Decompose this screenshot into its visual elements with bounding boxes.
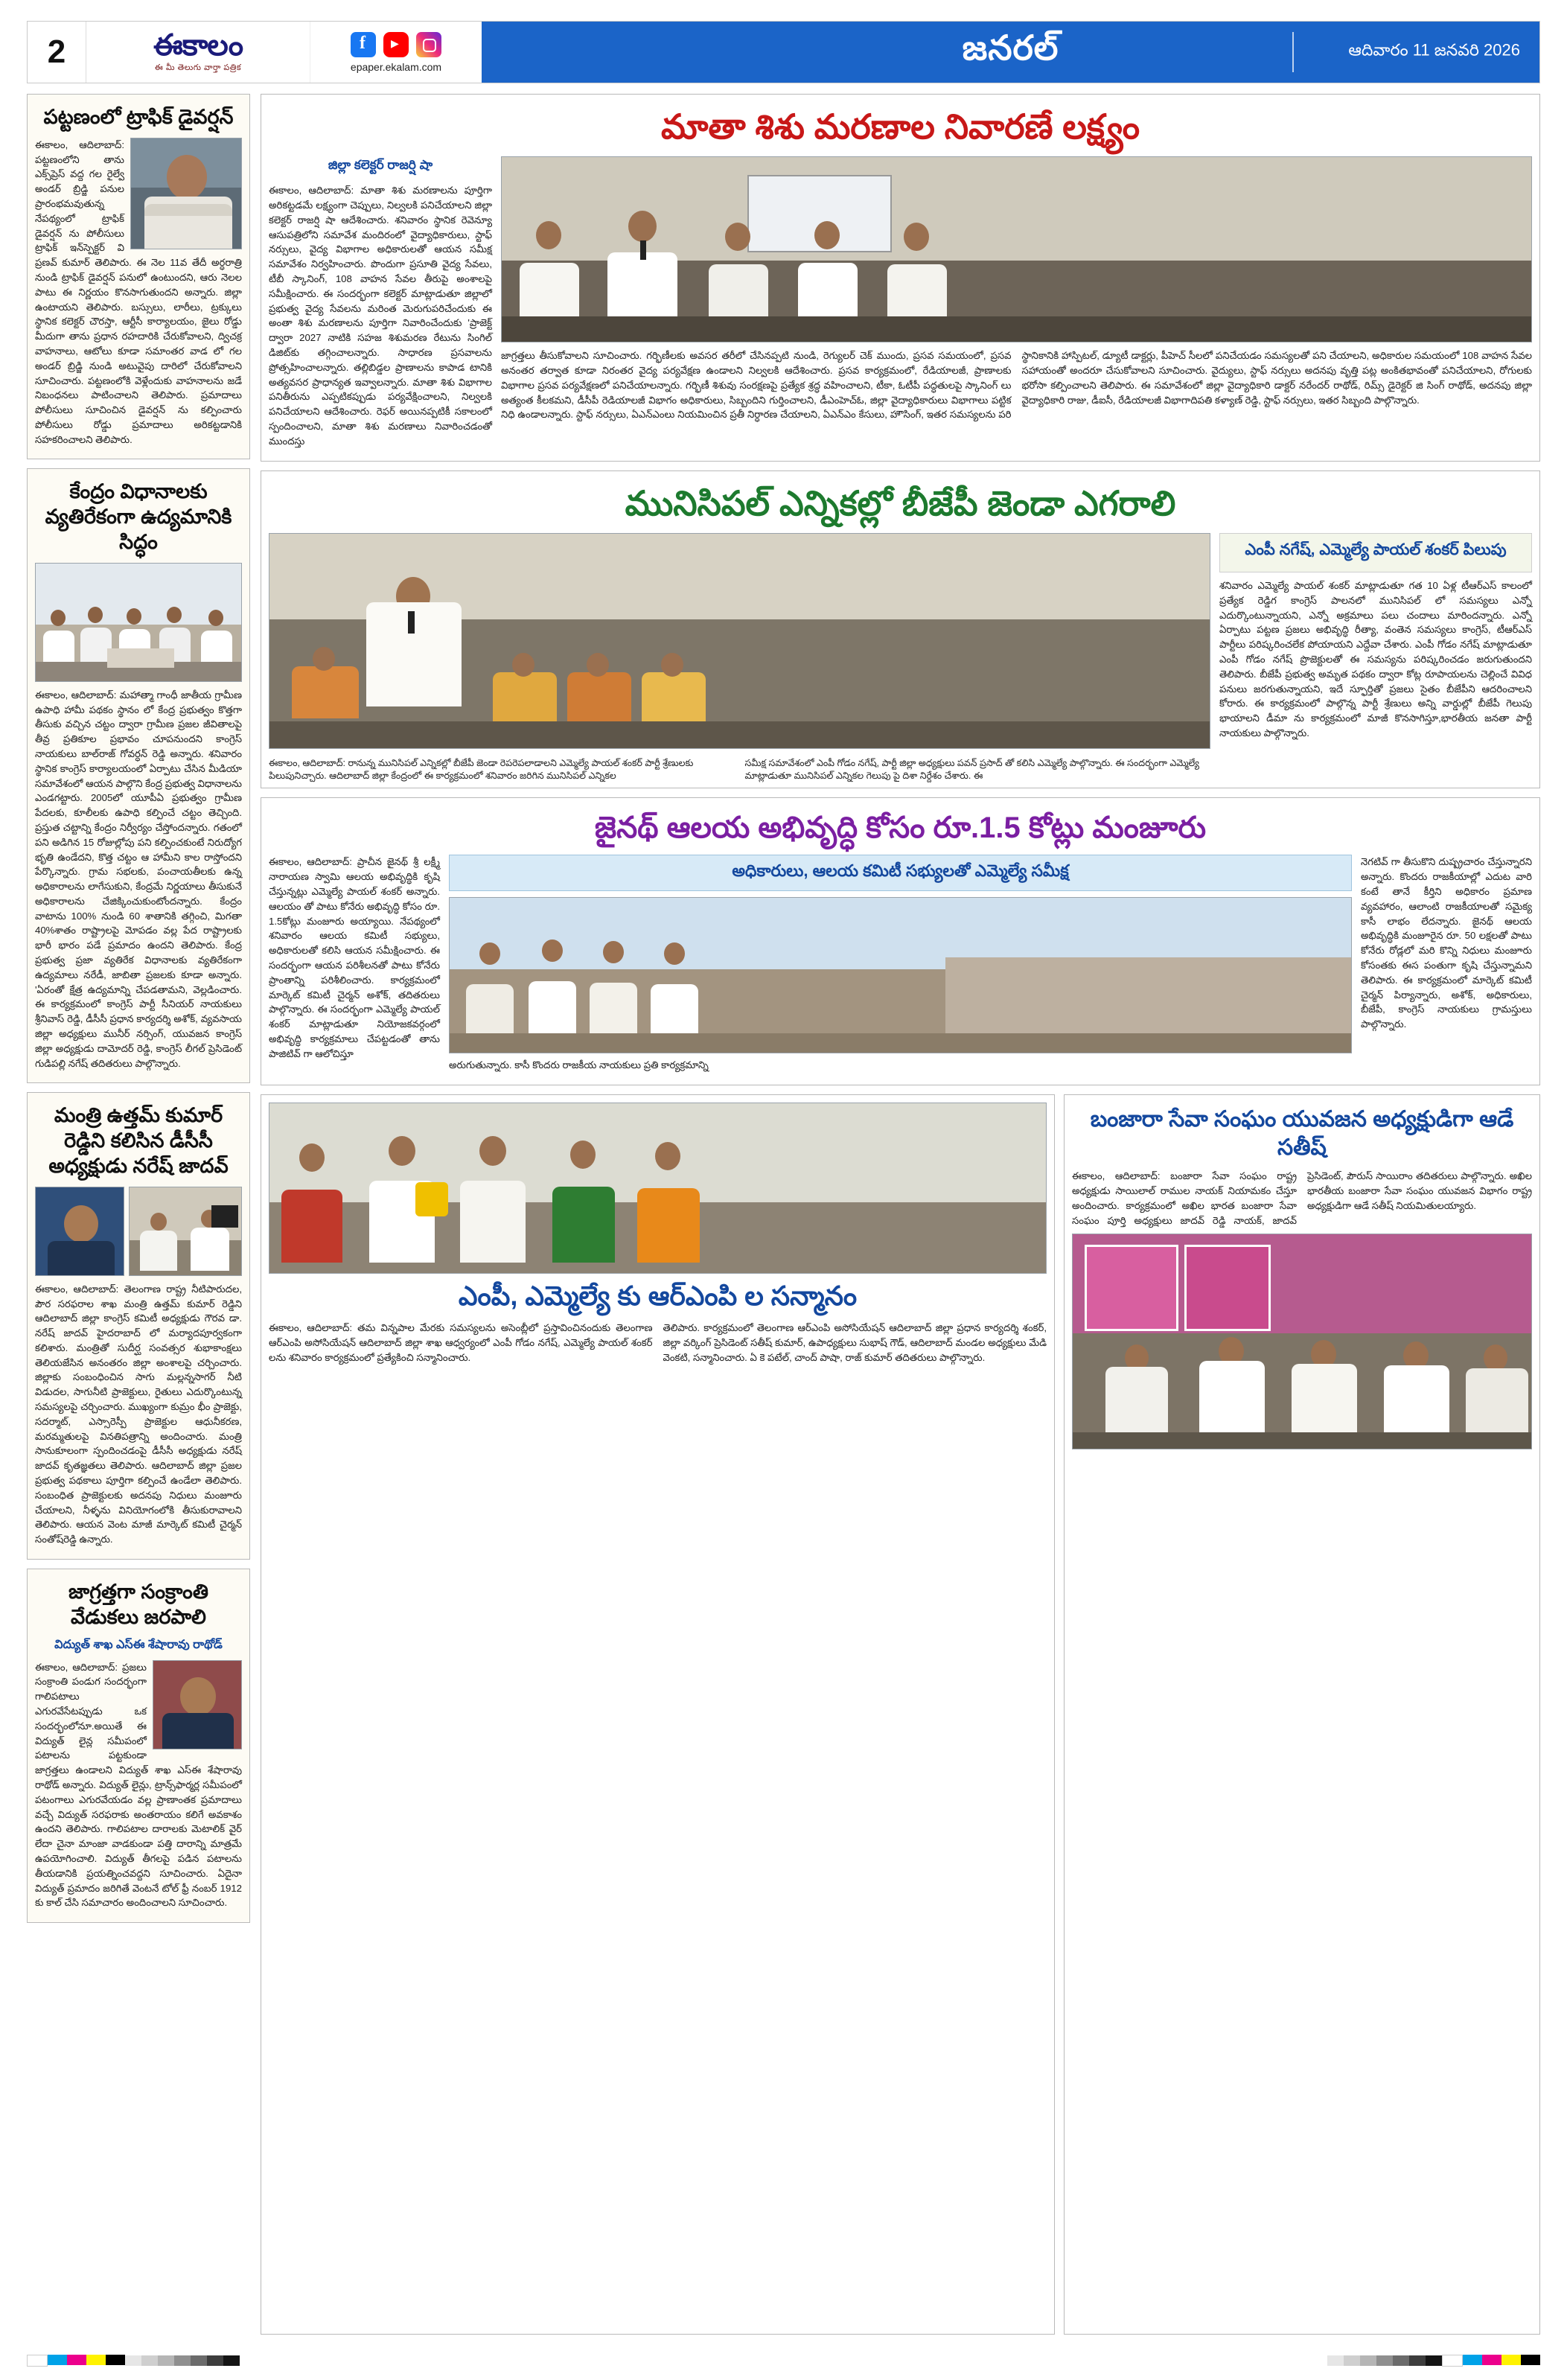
- article-sankranti: [27, 1569, 250, 1923]
- article-banjara: [1064, 1094, 1540, 2335]
- article-minister-meeting: [27, 1092, 250, 1560]
- article-photo-portrait: [35, 1187, 124, 1276]
- article-photo-honour: [269, 1103, 1047, 1274]
- brand-tagline: ఈ మీ తెలుగు వార్తా పత్రిక: [154, 63, 242, 72]
- article-body-col1: ఈకాలం, ఆదిలాబాద్: తమ విన్నపాల మేరకు సమస్యలను అసెంబ్లీలో ప్రస్తావించినందుకు తెలంగాణ ఆర్ఎంపి అసోసియేషన్ ఆదిలాబాద్ జిల్లా శాఖ ఆధ్వర్యంలో ఎంపీ గోడం నగేష్, ఎమ్మెల్యే పాయల్ శంకర్ లను శనివారం కార్యక్రమంలో ప్రత్యేకించి సన్మానించారు.: [269, 1322, 653, 1364]
- article-body: ఈకాలం, ఆదిలాబాద్: బంజారా సేవా సంఘం రాష్ట్ర అధ్యక్షుడు సాయిలాల్ రాముల నాయక్ నియామకం చేస్తూ అందించారు. కార్యక్రమంలో అఖిల భారత బంజారా సేవా సంఘం పూర్తి అధ్యక్షులు జాదవ్ రెడ్డి నాయక్, జాదవ్ ప్రెసిడెంట్, పౌరుస్ సాయిరాం తదితరులు పాల్గొన్నారు. అఖిల భారతీయ బంజారా సేవా సంఘం యువజన విభాగం రాష్ట్ర అధ్యక్షుడిగా ఆడే సతీష్ నియమితులయ్యారు.: [1072, 1170, 1532, 1226]
- side-note-title: ఎంపీ నగేష్, ఎమ్మెల్యే పాయల్ శంకర్ పిలుపు: [1245, 540, 1507, 558]
- article-headline: బంజారా సేవా సంఘం యువజన అధ్యక్షుడిగా ఆడే సతీష్: [1090, 1107, 1514, 1160]
- newspaper-logo: [86, 22, 310, 83]
- article-byline: జిల్లా కలెక్టర్ రాజర్షి షా: [328, 158, 433, 173]
- article-body-col2: తెలిపారు. కార్యక్రమంలో తెలంగాణ ఆర్ఎంపి అసోసియేషన్ ఆదిలాబాద్ జిల్లా ప్రధాన కార్యదర్శి శంకర్, జిల్లా వర్కింగ్ ప్రెసిడెంట్ సతీష్ కుమార్, ఉపాధ్యక్షులు సుభాష్ గౌడ్, ఆదిలాబాద్ మండల అధ్యక్షులు మేడి వెంకటి, సన్మానించారు. ఏ కె పటేల్, చాంద్ పాషా, రాజ్ కుమార్ తదితరులు పాల్గొన్నారు.: [663, 1322, 1047, 1364]
- page-number: 2: [28, 22, 86, 83]
- article-headline: మంత్రి ఉత్తమ్ కుమార్ రెడ్డిని కలిసిన డీసీసీ అధ్యక్షుడు నరేష్ జాదవ్: [48, 1104, 229, 1177]
- epaper-url[interactable]: epaper.ekalam.com: [350, 60, 442, 73]
- article-photo-press-meet: [35, 563, 242, 682]
- article-body-col1: ఈకాలం, ఆదిలాబాద్: మాతా శిశు మరణాలను పూర్తిగా అరికట్టడమే లక్ష్యంగా చెప్పులు, నిల్వలకి పనిచేయాలని జిల్లా కలెక్టర్ రాజర్షి షా ఆదేశించారు. శనివారం స్థానిక రెవెన్యూ ఆసుపత్రిలోని సమావేశ మందిరంలో వైద్యాధికారులు, స్టాఫ్ నర్సులు, వైద్య విభాగాల అధికారులతో ఆయన సమీక్ష సమావేశం నిర్వహించారు. పొందుగా ప్రసూతి వైద్య సేవలు, టీబీ స్కానింగ్, 108 వాహన సేవల తీరుపై అంశాలపై సమీక్షించారు. ఈ సందర్భంగా కలెక్టర్ మాట్లాడుతూ జిల్లాలో ప్రభుత్వ వైద్య సేవలను మరింత మెరుగుపరిచేందుకు ఈ అంతా శిశు మరణాలను పూర్తిగా నివారించేందుకు 'ప్రాజెక్ట్ ద్వారా 2027 నాటికి సహజ శిశుమరణ రేటును సింగిల్ డిజిట్‌కు తగ్గించాలన్నారు. సాధారణ ప్రసవాలను ప్రోత్సహించాలన్నారు. తల్లిబిడ్డల ప్రాణాలను కాపాడ టానికి అత్యవసర ప్రాధాన్యత ఇవ్వాలన్నారు. మాతా శిశు విభాగాల పనితీరును ఎప్పటికప్పుడు పర్యవేక్షించాలని, నిల్వలకి పనిచేయాలని ఆదేశించారు. రెఫర్ అయినప్పటికీ సకాలంలో స్పందించాలని, మాతా శిశు మరణాలు నివారించడంతో ముందస్తు: [269, 185, 492, 447]
- masthead: [27, 21, 1540, 83]
- color-bars-right: [1442, 2355, 1540, 2367]
- article-traffic-diversion: [27, 94, 250, 459]
- page-content: [27, 94, 1540, 2335]
- color-bars-left: [27, 2355, 125, 2367]
- social-links: [310, 22, 482, 83]
- article-body-col1: ఈకాలం, ఆదిలాబాద్: ప్రాచీన జైనథ్ శ్రీ లక్ష్మీ నారాయణ స్వామి ఆలయ అభివృద్ధికి కృషి చేస్తున్నట్లు ఎమ్మెల్యే పాయల్ శంకర్ అన్నారు. ఆలయం తో పాటు కోనేరు అభివృద్ధి కోసం రూ. 1.5కోట్లు మంజూరు అయ్యాయి. నేపథ్యంలో శనివారం ఆలయ కమిటీ సభ్యులు, అధికారులతో కలిసి ఆయన సమీక్షించారు. ఈ సందర్భంగా ఆయన పరిశీలనతో పాటు కోనేరు ప్రాంతాన్ని పరిశీలించారు. కార్యక్రమంలో మార్కెట్ కమిటీ చైర్మన్ అశోక్, తదితరులు పాల్గొన్నారు. ఈ సందర్భంగా ఎమ్మెల్యే పాయల్ శంకర్ మాట్లాడుతూ నియోజకవర్గంలో అభివృద్ధి కార్యక్రమాలు చేపట్టడంతో తాను పాజిటివ్ గా ఆలోచిస్తూ: [269, 856, 440, 1059]
- article-headline: పట్టణంలో ట్రాఫిక్ డైవర్షన్: [43, 106, 234, 128]
- municipal-side-note: [1219, 533, 1532, 572]
- article-photo-portrait-se: [153, 1660, 242, 1749]
- masthead-divider: [1292, 32, 1294, 72]
- gradient-bars-right: [1327, 2355, 1442, 2366]
- article-body: ఈకాలం, ఆదిలాబాద్: తెలంగాణ రాష్ట్ర నీటిపారుదల, పౌర సరఫరాల శాఖ మంత్రి ఉత్తమ్ కుమార్ రెడ్డిని ఆదిలాబాద్ జిల్లా కాంగ్రెస్ కమిటీ అధ్యక్షుడు గౌరవ డా. నరేష్ జాదవ్ హైదరాబాద్ లో మర్యాదపూర్వకంగా కలిశారు. మంత్రితో సుదీర్ఘ సంవత్సర శుభాకాంక్షలు తెలియజేసిన అనంతరం జిల్లా అంశాలపై చర్చించారు. జిల్లాకు సంబంధించిన సాగు మల్లన్నసాగర్ నీటి విడుదల, సాగునీటి ప్రాజెక్టులు, రైతులు ఎదుర్కొంటున్న సమస్యలపై చర్చించారు. ముఖ్యంగా కుమ్రం భీం ప్రాజెక్టు, సదర్మాట్, ఎస్సారెస్పీ ప్రాజెక్టుల ఆధునీకరణ, మరమ్మతులపై వినతిపత్రాన్ని అందించారు. మంత్రి సానుకూలంగా స్పందించడంపై డీసీసీ అధ్యక్షుడు నరేష్ జాదవ్ కృతజ్ఞతలు తెలిపారు. ఆదిలాబాద్ జిల్లా ప్రజల ప్రభుత్వ పథకాలు పూర్తిగా కల్పించే ఉండేలా తెలిపారు. సంబంధిత ప్రాజెక్టులకు అదనపు నిధులు మంజూరు చేయాలని, నీళ్ళను వినియోగంలోకి తీసుకురావాలని తెలిపారు. ఆయన వెంట మాజీ మార్కెట్ కమిటీ చైర్మన్ సంతోష్‌రెడ్డి ఉన్నారు.: [35, 1283, 242, 1545]
- article-mp-mla-honour: [261, 1094, 1055, 2335]
- photo-caption: ఈకాలం, ఆదిలాబాద్: రానున్న మునిసిపల్ ఎన్నికల్లో బీజేపీ జెండా రెపరెపలాడాలని ఎమ్మెల్యే పాయల్ శంకర్ పార్టీ శ్రేణులకు పిలుపునిచ్చారు. ఆదిలాబాద్ జిల్లా కేంద్రంలో ఈ కార్యక్రమంలో శనివారం జరిగిన మునిసిపల్ ఎన్నికల: [269, 757, 694, 781]
- article-body: ఈకాలం, ఆదిలాబాద్: మహాత్మా గాంధీ జాతీయ గ్రామీణ ఉపాధి హామీ పథకం స్థానం లో కేంద్ర ప్రభుత్వం కొత్తగా తీసుకు వచ్చిన చట్టం ద్వారా గ్రామీణ ప్రజల జీవితాలపై తీవ్ర ప్రతికూల ప్రభావం చూపనుందని కాంగ్రెస్ నాయకులు బాల్‌రాజ్ గోవర్ధన్ రెడ్డి అన్నారు. శనివారం స్థానిక కాంగ్రెస్ కార్యాలయంలో ఏర్పాటు చేసిన మీడియా సమావేశంలో ఆయన పాల్గొని కేంద్ర ప్రభుత్వ విధానాలను ఎండగట్టారు. 2005లో యూపీఏ ప్రభుత్వం గ్రామీణ పేదలకు, కూలీలకు ఉపాధి కల్పించే చట్టం తెచ్చింది. ప్రస్తుత చట్టాన్ని కేంద్రం నిర్వీర్యం చేస్తోందన్నారు. గతంలో పని అడిగిన 15 రోజుల్లోపు పని కల్పించకుంటే నిరుద్యోగ భృతి ఉండేదని, కొత్త చట్టం ఆ హామీని కాల రాస్తోందని పేర్కొన్నారు. గ్రామ సభలకు, పంచాయతీలకు ఉన్న అధికారాలను లాగేసుకుని, కేంద్రమే నిర్ణయాలు తీసుకునే అధికారాలను చేజిక్కించుకుంటోందన్నారు. కేంద్రం వాటాను 100% నుండి 60 శాతానికి తగ్గించి, మిగతా 40%శాతం రాష్ట్రాలపై మోపడం వల్ల పేద రాష్ట్రాలకు భారీ భారం పడే ప్రమాదం ఉందని తెలిపారు. కేంద్ర ప్రభుత్వ ప్రజా వ్యతిరేక విధానాలకు వ్యతిరేకంగా ఉద్యమాలు నరేడీ, జాబితా ప్రజలకు కూడా అన్నారు. 'ఏరంతో క్షేత్ర ఉద్యమాన్ని చేపడతామని, వెల్లడించారు. ఈ కార్యక్రమంలో కాంగ్రెస్ పార్టీ సీనియర్ నాయకులు శ్రీనివాస్ రెడ్డి, డీసీసీ ప్రధాన కార్యదర్శి అశోక్, వ్యవసాయ జిల్లా అధ్యక్షులు మునీర్ నర్సింగ్, యువజన కాంగ్రెస్ జిల్లా అధ్యక్షుడు దామోదర్ రెడ్డి, కాంగ్రెస్ లీగల్ ప్రెసిడెంట్ గుడిపల్లి నగేష్ తదితరులు పాల్గొన్నారు.: [35, 689, 242, 1069]
- article-photo-temple-visit: [449, 897, 1352, 1053]
- article-byline: విద్యుత్ శాఖ ఎస్ఈ శేషారావు రాథోడ్: [54, 1638, 223, 1651]
- right-column: [261, 94, 1540, 2335]
- edition-date: ఆదివారం 11 జనవరి 2026: [1348, 40, 1520, 60]
- article-headline: మునిసిపల్ ఎన్నికల్లో బీజేపీ జెండా ఎగరాలి: [625, 483, 1176, 523]
- article-headline: ఎంపీ, ఎమ్మెల్యే కు ఆర్ఎంపి ల సన్మానం: [458, 1280, 858, 1312]
- photo-caption-2: సమీక్ష సమావేశంలో ఎంపీ గోడం నగేష్, పార్టీ జిల్లా అధ్యక్షులు పవన్ ప్రసాద్ తో కలిసి ఎమ్మెల్యే పాల్గొన్నారు. ఈ సందర్భంగా ఎమ్మెల్యే మాట్లాడుతూ మునిసిపల్ ఎన్నికల గెలుపు పై దిశా నిర్దేశం చేశారు. ఈ: [744, 757, 1200, 781]
- article-headline: మాతా శిశు మరణాల నివారణే లక్ష్యం: [660, 107, 1140, 146]
- facebook-icon[interactable]: [351, 32, 376, 57]
- color-registration-bars: [27, 2355, 1540, 2367]
- article-photo-meeting: [129, 1187, 242, 1276]
- article-photo-collector-meeting: [501, 156, 1532, 342]
- article-headline: జైనథ్ ఆలయ అభివృద్ధి కోసం రూ.1.5 కోట్లు మంజూరు: [594, 811, 1207, 845]
- article-photo-traffic: [130, 138, 242, 249]
- article-mother-child: [261, 94, 1540, 462]
- article-body: ఈకాలం, ఆదిలాబాద్: పట్టణంలోని తాను ఎక్స్‌ప్రెస్ వద్ద గల రైల్వే అండర్ బ్రిడ్జి పనుల ప్రారంభమవుతున్న నేపథ్యంలో ట్రాఫిక్ డైవర్షన్ ను పోలీసులు ట్రాఫిక్ ఇన్‌స్పెక్టర్ వి ప్రణవ్ కుమార్ తెలిపారు. ఈ నెల 11వ తేదీ అర్ధరాత్రి నుండి ట్రాఫిక్ డైవర్షన్ పనులో ఉంటుందని, ఆరు నెలల పాటు ఈ నిర్ణయం కొనసాగుతుందని అన్నారు. జిల్లా ఉంటాయని తెలిపారు. బస్సులు, లారీలు, ట్రక్కులు స్థానిక కలెక్టర్ చౌరస్తా, ఆర్టీసీ కార్యాలయం, జైలు రోడ్డు మీదుగా తాను ప్రధాన రహదారికి చేరుకోవాలని, ద్విచక్ర వాహనాలు, ఆటోలు కూడా సమాంతర వాడ లో గల అండర్ బ్రిడ్జి నుండి అటువైపు దారిలో చేరుకోవాలని సూచించారు. పట్టణంలోకి వెళ్లేందుకు వాహనాలను జడే నిబంధనలు పాటించాలని తెలిపారు. ప్రమాదాలు పోలీసులు సూచించిన డైవర్షన్ ను కల్పించారు పోలీసులు రోడ్డు ప్రమాదాలు అరికట్టడానికి సహకరించాలని తెలిపారు.: [35, 138, 242, 445]
- article-body-col3: నెగటివ్ గా తీసుకొని దుష్ప్రచారం చేస్తున్నారని అన్నారు. కొందరు రాజకీయాల్లో ఎదుట వారి కంటే తానే కీర్తిని అధికారం ప్రమాణ వ్యవహారం, ఆలాంటి రాజకీయాలతో సమైక్య కాసీ లాభం లేదన్నారు. జైనథ్ ఆలయ అభివృద్ధికి మంజూరైన రూ. 50 లక్షలతో పాటు కోనేరు రోడ్లలో మరి కొన్ని నిధులు మంజూరు కోసంతకు ఈస పంతుగా కృషి చేస్తున్నామని తెలిపారు. ఈ కార్యక్రమంలో మార్కెట్ కమిటీ చైర్మన్ పిర్యాన్నారు, అశోక్, అధికారులు, బీజేపీ, కాంగ్రెస్ నాయకులు గ్రామస్తులు పాల్గొన్నారు.: [1361, 856, 1532, 1030]
- article-kendram-vidhanalu: [27, 468, 250, 1083]
- temple-banner: అధికారులు, ఆలయ కమిటీ సభ్యులతో ఎమ్మెల్యే సమీక్ష: [449, 855, 1352, 891]
- section-banner: [482, 22, 1539, 83]
- article-body-col2: అరుగుతున్నారు. కాసీ కొందరు రాజకీయ నాయకులు ప్రతి కార్యక్రమాన్ని: [449, 1059, 709, 1071]
- brand-name: ఈకాలం: [153, 28, 243, 62]
- article-municipal-bjp: [261, 470, 1540, 789]
- gradient-bars-left: [125, 2355, 240, 2366]
- article-body: ఈకాలం, ఆదిలాబాద్: ప్రజలు సంక్రాంతి పండుగ సందర్భంగా గాలిపటాలు ఎగురవేసేటప్పుడు ఒక సందర్భంలోనూ.అయితే ఈ విద్యుత్ లైన్ల సమీపంలో పటాలను పట్టకుండా జాగ్రత్తలు ఉండాలని విద్యుత్ శాఖ ఎస్ఈ శేషారావు రాథోడ్ అన్నారు. విద్యుత్ లైన్లు, ట్రాన్స్‌ఫార్మర్ల సమీపంలో పటంగాలు ఎగురవేయడం వల్ల ప్రాణాంతక ప్రమాదాలు వచ్చే విద్యుత్ సరఫరాకు అంతరాయం కలిగే అవకాశం ఉందని తెలిపారు. గాలిపటాల దారాలకు మెటాలిక్ వైర్ లేదా చైనా మాంజా వాడకుండా పత్తి దారాన్ని మాత్రమే ఉపయోగించాలి. విద్యుత్ తీగలపై పడిన పటాలను తీయడానికి ప్రయత్నించవద్దని సూచించారు. ఏదైనా విద్యుత్ ప్రమాదం జరిగితే వెంటనే టోల్ ఫ్రీ నంబర్ 1912 కు కాల్ చేసి సమాచారం అందించాలని సూచించారు.: [35, 1661, 242, 1909]
- left-column: [27, 94, 250, 2335]
- article-photo-banjara: [1072, 1234, 1532, 1449]
- article-headline: కేంద్రం విధానాలకు వ్యతిరేకంగా ఉద్యమానికి సిద్ధం: [45, 480, 232, 553]
- article-photo-bjp-meeting: [269, 533, 1210, 749]
- article-headline: జాగ్రత్తగా సంక్రాంతి వేడుకలు జరపాలి: [68, 1580, 208, 1628]
- side-note-body: శనివారం ఎమ్మెల్యే పాయల్ శంకర్ మాట్లాడుతూ గత 10 ఏళ్ల టీఆర్ఎస్ కాలంలో ప్రత్యేక రెడ్డిగ కాంగ్రెస్ పాలనలో మునిసిపల్ లో సమస్యలు ఎన్నో ఎదుర్కొంటున్నాయని, ఎన్నో అక్రమాలు పలు చందాలు మారిందన్నారు. ఎన్నో ఏర్పాటు పట్టణ ప్రజలు అభివృద్ధి రీత్యా, వంతెన సమస్యలు కాంగ్రెస్, టీఆర్ఎస్ పార్టీలు పరిష్కరించలేక పోయాయని ఎద్దేవా చేశారు. ఎంపీ గోడం నగేష్ మాట్లాడుతూ ఎంపీ గోడం నగేష్ ప్రొజెక్టులతో ఈ సమస్యను పరిష్కరించడం జరుగుతుందని తెలిపారు. బీజేపీ ప్రభుత్వ అమృత పథకం ద్వారా కోట్ల రూపాయలను చెల్లించే వివిధ పనులు జరగుతున్నాయని, ఇదే స్ఫూర్తితో ప్రజలు సైతం బీజేపీని ఆదరించాలని కోరారు. ఈ కార్యక్రమంలో పాల్గొన్న పార్టీ శ్రేణులు అన్ని వార్డుల్లో బీజేపీ గెలుపు భాయాలని డీమా ను కార్యక్రమంలో మాజీ కొనసాగిస్తూ,భారతీయ జనతా పార్టీ నాయకులు పాల్గొన్నారు.: [1219, 580, 1532, 738]
- section-title: జనరల్: [962, 28, 1059, 67]
- article-body-col2: జాగ్రత్తలు తీసుకోవాలని సూచించారు. గర్భిణీలకు అవసర తరీలో చేసినప్పటి నుండి, రెగ్యులర్ చెక్ ముందు, ప్రసవ సమయంలో, ప్రసవ అనంతర తర్వాత కూడా నిరంతర వైద్య పర్యవేక్షణ ఉండాలని నిల్వలకి ఆదేశించారు. ప్రసవ కార్యక్రమంలో, రేడియాలజీ, ప్రాణాలకు విభాగాల ప్రసవ పర్యవేక్షణలో పనిచేయాలన్నారు. గర్భిణీ శిశువు సంరక్షణపై ప్రత్యేక శ్రద్ధ వహించాలని, టీకా, ఓటీపీ పద్ధతులపై స్కానింగ్ లు అత్యంత కీలకమని, డీసీపీ రెడియాలజీ విభాగం అధికారులు, సిబ్బందిని గుర్తించాలని, డీఎంహెచ్‌ఓ, జిల్లా వైద్యాధికారులు విభాగాలు పట్టిక నిధి ఉండాలన్నారు. స్టాఫ్ నర్సులు, ఏఎన్ఎంలు నియమించిన ప్రతీ నిర్ధారణ చేయాలని, ఏఎన్ఎం కేసులు, హౌసింగ్, ఇతర సమస్యలను పరి స్థానికానికి హాస్పిటల్, డ్యూటీ డాక్టర్లు, పీహెచ్ సీలలో పనిచేయడం సమస్యలతో పని చేయాలని, అధికారుల సమయంలో 108 వాహన సేవల సహాయంతో అందరూ చేసుకోవాలని సూచించారు. వైద్యులు, స్టాఫ్ నర్సులు అదనపు వృత్తి పట్ల అంకితభావంతో పనిచేయాలని, రోగులకు భరోసా కల్పించాలని తెలిపారు. ఈ సమావేశంలో జిల్లా వైద్యాధికారి డాక్టర్ నరేందర్ రాథోడ్, రిమ్స్ డైరెక్టర్ జి సింగ్ రాథోడ్, అదనపు జిల్లా వైద్యాధికారి రాజు, డీఐసీ, రేడియాలజీ విభాగాదిపతి కళ్యాణ్ రెడ్డి, స్టాఫ్ నర్సులు, ఇతర సిబ్బంది పాల్గొన్నారు.: [501, 350, 1532, 421]
- article-temple-funds: [261, 797, 1540, 1085]
- instagram-icon[interactable]: [416, 32, 441, 57]
- youtube-icon[interactable]: [383, 32, 409, 57]
